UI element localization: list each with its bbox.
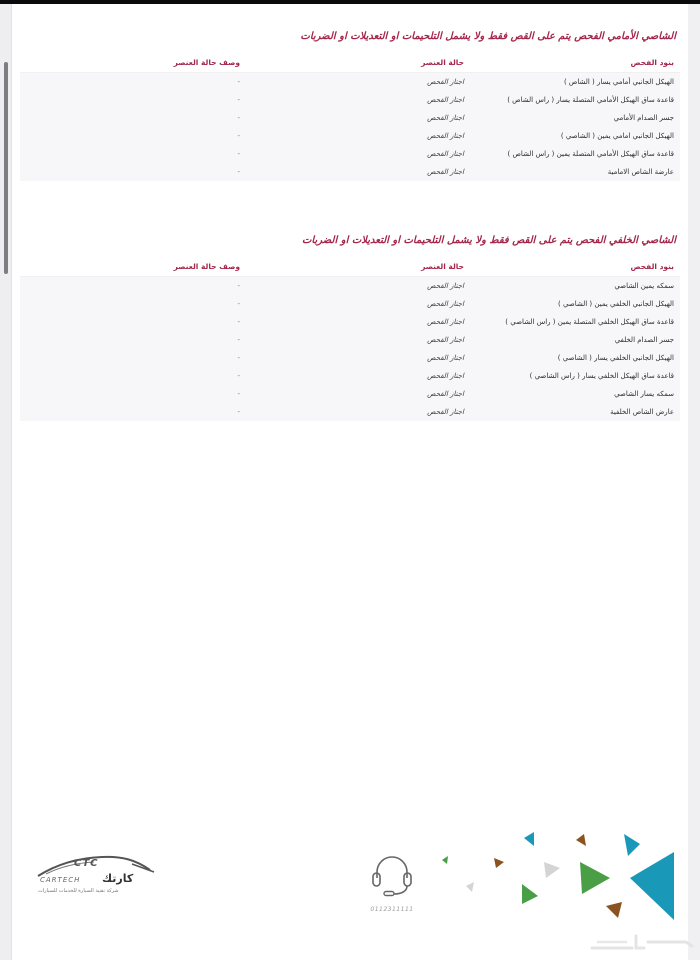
table-row xyxy=(20,349,680,367)
section-title: الشاصي الخلفي الفحص يتم على القص فقط ولا يشمل التلحيمات او التعديلات او الضربات xyxy=(302,235,676,246)
support-phone: 0112311111 xyxy=(370,906,414,913)
cell-status: اجتاز الفحص xyxy=(427,354,464,362)
cell-item: جسر الصدام الخلفي xyxy=(614,336,674,344)
header-status: حالة العنصر xyxy=(421,262,464,271)
table-row xyxy=(20,277,680,295)
cell-status: اجتاز الفحص xyxy=(427,114,464,122)
cell-description: - xyxy=(237,336,240,344)
headset-icon xyxy=(370,852,414,898)
cell-item: الهيكل الجانبي الخلفي يسار ( الشاصي ) xyxy=(557,354,674,362)
cell-status: اجتاز الفحص xyxy=(427,168,464,176)
table-row xyxy=(20,403,680,421)
cell-status: اجتاز الفحص xyxy=(427,150,464,158)
section-title: الشاصي الأمامي الفحص يتم على القص فقط ولا يشمل التلحيمات او التعديلات او الضربات xyxy=(300,31,676,42)
table-body xyxy=(20,276,680,421)
cell-status: اجتاز الفحص xyxy=(427,78,464,86)
cell-item: قاعدة ساق الهيكل الخلفي يسار ( راس الشاصي ) xyxy=(529,372,674,380)
page-footer xyxy=(12,820,688,960)
cell-description: - xyxy=(237,318,240,326)
table-row xyxy=(20,367,680,385)
cell-item: قاعدة ساق الهيكل الأمامي المتصلة يسار ( راس الشاص ) xyxy=(507,96,674,104)
table-row xyxy=(20,91,680,109)
haraj-watermark xyxy=(586,930,696,956)
logo-tagline: شركة تقنية السيارة للخدمات للسيارات xyxy=(38,888,119,894)
cell-item: قاعدة ساق الهيكل الأمامي المتصلة يمين ( راس الشاص ) xyxy=(507,150,674,158)
cell-status: اجتاز الفحص xyxy=(427,318,464,326)
header-description: وصف حالة العنصر xyxy=(173,262,240,271)
cell-status: اجتاز الفحص xyxy=(427,390,464,398)
cell-description: - xyxy=(237,372,240,380)
table-row xyxy=(20,163,680,181)
header-description: وصف حالة العنصر xyxy=(173,58,240,67)
cell-item: سمكه يسار الشاصي xyxy=(614,390,674,398)
decorative-triangles xyxy=(430,826,690,926)
cell-item: الهيكل الجانبي الخلفي يمين ( الشاصي ) xyxy=(558,300,674,308)
table-row xyxy=(20,313,680,331)
cell-description: - xyxy=(237,78,240,86)
table-body xyxy=(20,72,680,181)
cell-description: - xyxy=(237,408,240,416)
logo-abbr: CTC xyxy=(74,858,99,869)
header-item: بنود الفحص xyxy=(630,58,674,67)
cell-status: اجتاز الفحص xyxy=(427,132,464,140)
table-row xyxy=(20,73,680,91)
header-item: بنود الفحص xyxy=(630,262,674,271)
cell-description: - xyxy=(237,354,240,362)
support-contact xyxy=(362,850,422,920)
header-status: حالة العنصر xyxy=(421,58,464,67)
cell-status: اجتاز الفحص xyxy=(427,336,464,344)
cell-status: اجتاز الفحص xyxy=(427,372,464,380)
cell-description: - xyxy=(237,132,240,140)
scrollbar-track[interactable] xyxy=(0,4,12,960)
logo-name-en: CARTECH xyxy=(40,876,81,884)
cell-description: - xyxy=(237,114,240,122)
table-row xyxy=(20,127,680,145)
cell-description: - xyxy=(237,300,240,308)
page-right-edge xyxy=(687,4,700,960)
table-row xyxy=(20,145,680,163)
logo-name-ar: كارتك xyxy=(102,872,134,885)
cell-status: اجتاز الفحص xyxy=(427,408,464,416)
section-front-chassis xyxy=(20,28,680,181)
cell-description: - xyxy=(237,282,240,290)
cell-item: عارض الشاص الخلفية xyxy=(610,408,674,416)
cell-description: - xyxy=(237,96,240,104)
document-page xyxy=(12,4,688,960)
cell-status: اجتاز الفحص xyxy=(427,300,464,308)
cell-description: - xyxy=(237,168,240,176)
table-row xyxy=(20,331,680,349)
table-row xyxy=(20,295,680,313)
cell-status: اجتاز الفحص xyxy=(427,282,464,290)
cell-item: قاعدة ساق الهيكل الخلفي المتصلة يمين ( راس الشاصي ) xyxy=(505,318,674,326)
scrollbar-thumb[interactable] xyxy=(4,62,8,274)
cell-item: الهيكل الجانبي امامي يمين ( الشاصي ) xyxy=(560,132,674,140)
cell-item: سمكه يمين الشاصي xyxy=(614,282,674,290)
column-headers xyxy=(20,258,680,276)
cell-item: جسر الصدام الأمامي xyxy=(613,114,674,122)
cell-status: اجتاز الفحص xyxy=(427,96,464,104)
table-row xyxy=(20,385,680,403)
cell-description: - xyxy=(237,150,240,158)
cartech-logo xyxy=(36,852,156,912)
cell-item: الهيكل الجانبي أمامي يسار ( الشاص ) xyxy=(563,78,674,86)
table-row xyxy=(20,109,680,127)
section-rear-chassis xyxy=(20,232,680,421)
watermark-logo-icon xyxy=(586,930,696,956)
cell-description: - xyxy=(237,390,240,398)
cell-item: عارضة الشاص الامامية xyxy=(607,168,674,176)
column-headers xyxy=(20,54,680,72)
